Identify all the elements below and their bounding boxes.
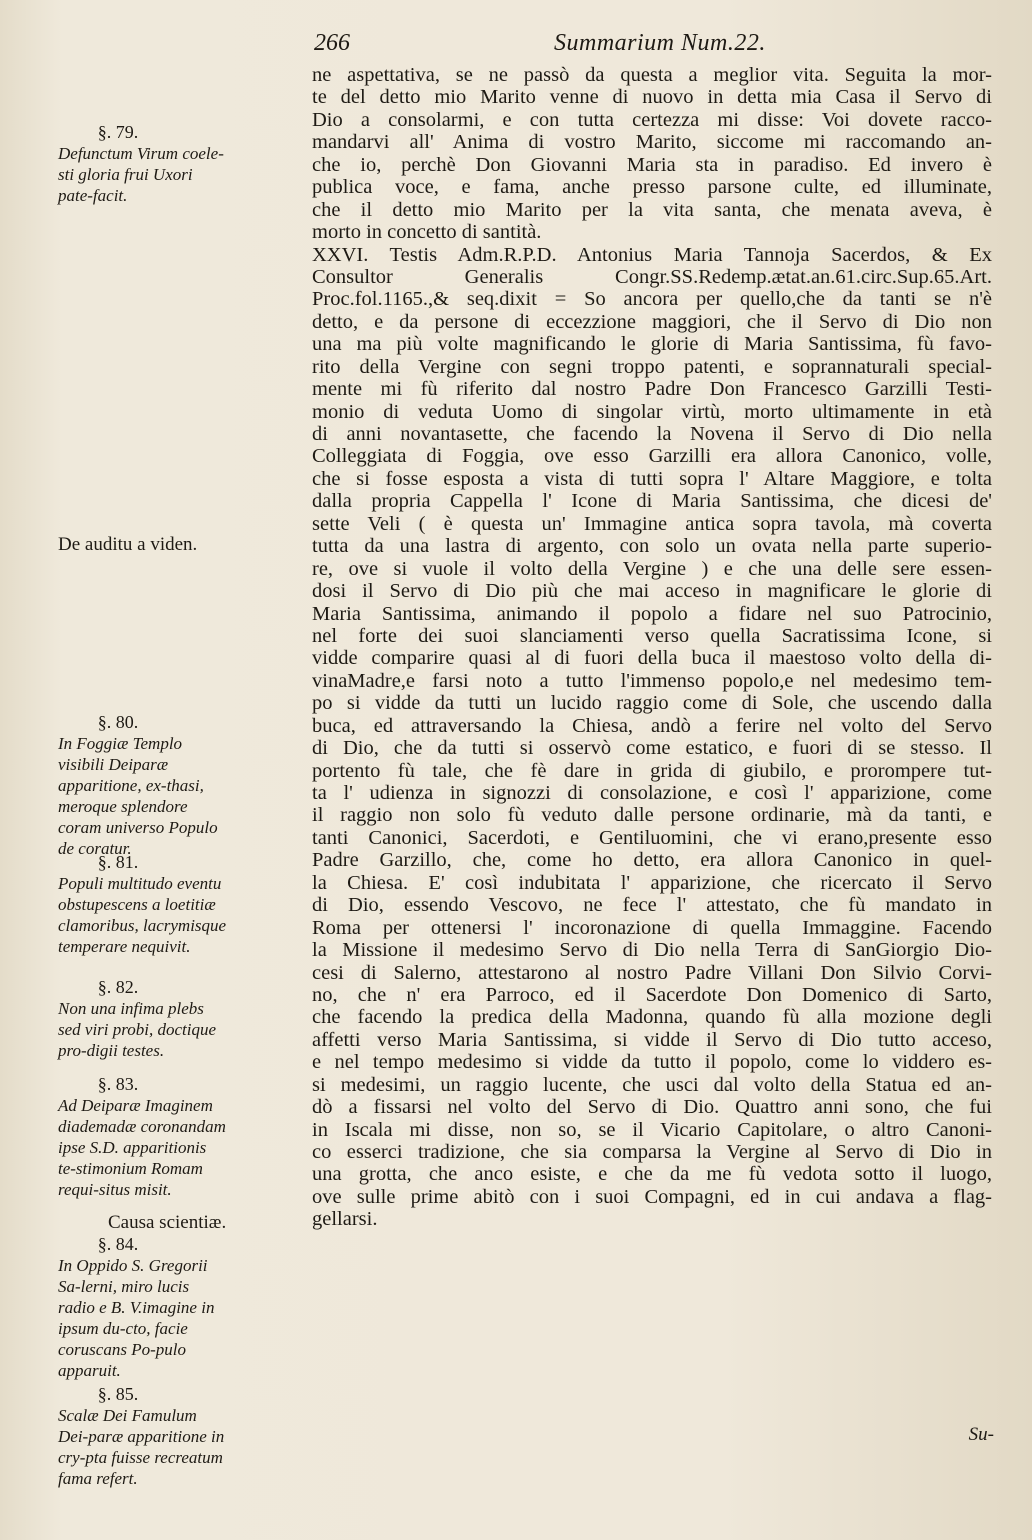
text-line: co esserci tradizione, che sia comparsa la Vergine al Servo di Dio in [312,1141,992,1163]
margin-note-text: Scalæ Dei Famulum Dei-paræ apparitione in cry-pta fuisse recreatum fama refert. [58,1406,225,1488]
margin-note-85 [58,1384,298,1489]
text-line: che il detto mio Marito per la vita santa, che menata aveva, è [312,198,992,221]
section-number: §. 79. [97,122,139,142]
text-line: affetti verso Maria Santissima, si vidde il Servo di Dio tutto acceso, [312,1028,992,1051]
text-line: Roma per ottenersi l' incoronazione di quella Immaggine. Facendo [312,916,992,939]
text-line: vinaMadre,e farsi noto a tutto l'immenso popolo,e nel medesimo tem- [312,669,992,692]
text-line: dalla propria Cappella l' Icone di Maria Santissima, che dicesi de' [312,490,992,513]
text-line: rito della Vergine con segni troppo patenti, e soprannaturali special- [312,355,992,378]
text-line: il raggio non solo fù veduto dalle persone ordinarie, mà da tanti, e [312,804,992,827]
text-line: Dio a consolarmi, e con tutta certezza mi disse: Voi dovete racco- [312,108,992,131]
section-number: §. 81. [97,852,139,872]
margin-note-81 [58,852,298,957]
text-line: po si vidde da tutti un lucido raggio come di Sole, che uscendo dalla [312,692,992,715]
margin-note-82 [58,977,298,1061]
text-line: di anni novantasette, che facendo la Novena il Servo di Dio nella [312,423,992,445]
text-line: Proc.fol.1165.,& seq.dixit = So ancora per quello,che da tanti se n'è [312,288,992,311]
margin-note-text: Populi multitudo eventu obstupescens a loetitiæ clamoribus, lacrymisque temperare nequivit. [58,874,227,956]
text-line: portento fù tale, che fè dare in grida di giubilo, e prorompere tut- [312,759,992,782]
margin-note-text: Ad Deiparæ Imaginem diademadæ coronandam ipse S.D. apparitionis te-stimonium Romam requi-situs misit. [58,1096,226,1199]
text-line: te del detto mio Marito venne di nuovo in detta mia Casa il Servo di [312,86,992,109]
running-title: Summarium Num.22. [554,30,766,56]
text-line: mente mi fù riferito dal nostro Padre Don Francesco Garzilli Testi- [312,378,992,401]
text-line: che facendo la predica della Madonna, quando fù alla mozione degli [312,1006,992,1029]
text-line: tanti Canonici, Sacerdoti, e Gentiluomini, che vi erano,presente esso [312,826,992,849]
text-line: di Dio, che da tutti si osservò come estatico, e fuori di se stesso. Il [312,737,992,760]
text-line: la Chiesa. E' così indubitata l' apparizione, che ricercato il Servo [312,871,992,894]
section-number: §. 85. [97,1384,139,1404]
text-line: monio di veduta Uomo di singolar virtù, morto ultimamente in età [312,400,992,423]
text-line: detto, e da persone di eccezzione maggiori, che il Servo di Dio non [312,310,992,333]
text-line: gellarsi. [312,1208,378,1231]
page-number: 266 [314,30,350,56]
text-line: Maria Santissima, animando il popolo a fidare nel suo Patrocinio, [312,602,992,625]
text-line: publica voce, e fama, anche presso parsone culte, ed illuminate, [312,176,992,199]
text-line: che si fosse esposta a vista di tutti sopra l' Altare Maggiore, e tolta [312,467,992,490]
section-number: §. 84. [97,1234,139,1254]
text-line: ove sulle prime abitò con i suoi Compagni, ed in cui andava a flag- [312,1185,992,1208]
margin-note-text: Causa scientiæ. [108,1212,227,1233]
section-number: §. 82. [97,977,139,997]
main-text-column [312,64,992,1231]
text-line: dosi il Servo di Dio più che mai acceso in magnificare le glorie di [312,580,992,603]
text-line: nel forte dei suoi slanciamenti verso quella Sacratissima Icone, si [312,624,992,647]
text-line: cesi di Salerno, attestarono al nostro Padre Villani Don Silvio Corvi- [312,961,992,984]
text-line: e nel tempo medesimo si vidde da tutto il popolo, come lo viddero es- [312,1051,992,1074]
margin-note-80 [58,712,298,859]
text-line: Padre Garzillo, che, come ho detto, era allora Canonico in quel- [312,849,992,872]
text-line: ta l' udienza in signozzi di consolazione, e così l' apparizione, come [312,782,992,804]
text-line: una grotta, che anco esiste, e che da me fù vedota sotto il luogo, [312,1163,992,1186]
text-line: ne aspettativa, se ne passò da questa a meglior vita. Seguita la mor- [312,64,992,86]
margin-note-text: Non una infima plebs sed viri probi, doctique pro-digii testes. [58,999,217,1060]
text-line: tutta da una lastra di argento, con solo un ovata nella parte superio- [312,535,992,558]
text-line: buca, ed attraversando la Chiesa, andò a ferire nel volto del Servo [312,714,992,737]
margin-note-84 [58,1234,298,1381]
margin-note-text: De auditu a viden. [58,534,198,555]
text-line: la Missione il medesimo Servo di Dio nella Terra di SanGiorgio Dio- [312,939,992,962]
text-line: si medesimi, un raggio lucente, che usci dal volto della Statua ed an- [312,1073,992,1096]
text-line: una ma più volte magnificando le glorie di Maria Santissima, fù favo- [312,333,992,356]
text-line: Colleggiata di Foggia, ove esso Garzilli era allora Canonico, volle, [312,445,992,468]
text-line: mandarvi all' Anima di vostro Marito, siccome mi raccomando an- [312,131,992,154]
text-line: in Iscala mi disse, non so, se il Vicario Capitolare, o altro Canoni- [312,1118,992,1141]
running-head [312,30,992,62]
text-line: re, ove si vuole il volto della Vergine ) e che una delle sere essen- [312,557,992,580]
text-line: vidde comparire quasi al di fuori della buca il maestoso volto della di- [312,647,992,670]
catchword: Su- [968,1424,994,1445]
text-line: sette Veli ( è questa un' Immagine antica sopra tavola, mà coverta [312,512,992,535]
text-line: che io, perchè Don Giovanni Maria sta in paradiso. Ed invero è [312,153,992,176]
margin-note-79 [58,122,298,206]
text-line: Consultor Generalis Congr.SS.Redemp.ætat.an.61.circ.Sup.65.Art. [312,265,992,288]
text-line: no, che n' era Parroco, ed il Sacerdote Don Domenico di Sarto, [312,983,992,1006]
margin-note-text: In Oppido S. Gregorii Sa-lerni, miro lucis radio e B. V.imagine in ipsum du-cto, facie coruscans Po-pulo apparuit. [58,1256,215,1380]
margin-note-text: Defunctum Virum coele-sti gloria frui Uxori pate-facit. [58,144,224,205]
margin-note-auditu [58,534,298,555]
text-line: morto in concetto di santità. [312,221,542,244]
text-line: di Dio, essendo Vescovo, ne fece l' attestato, che fù mandato in [312,894,992,917]
text-line: dò a fissarsi nel volto del Servo di Dio. Quattro anni sono, che fui [312,1096,992,1119]
text-line: XXVI. Testis Adm.R.P.D. Antonius Maria Tannoja Sacerdos, & Ex [312,243,992,266]
margin-note-83 [58,1074,298,1200]
margin-note-text: In Foggiæ Templo visibili Deiparæ apparitione, ex-thasi, meroque splendore coram universo Populo de coratur. [58,734,218,858]
section-number: §. 83. [97,1074,139,1094]
section-number: §. 80. [97,712,139,732]
